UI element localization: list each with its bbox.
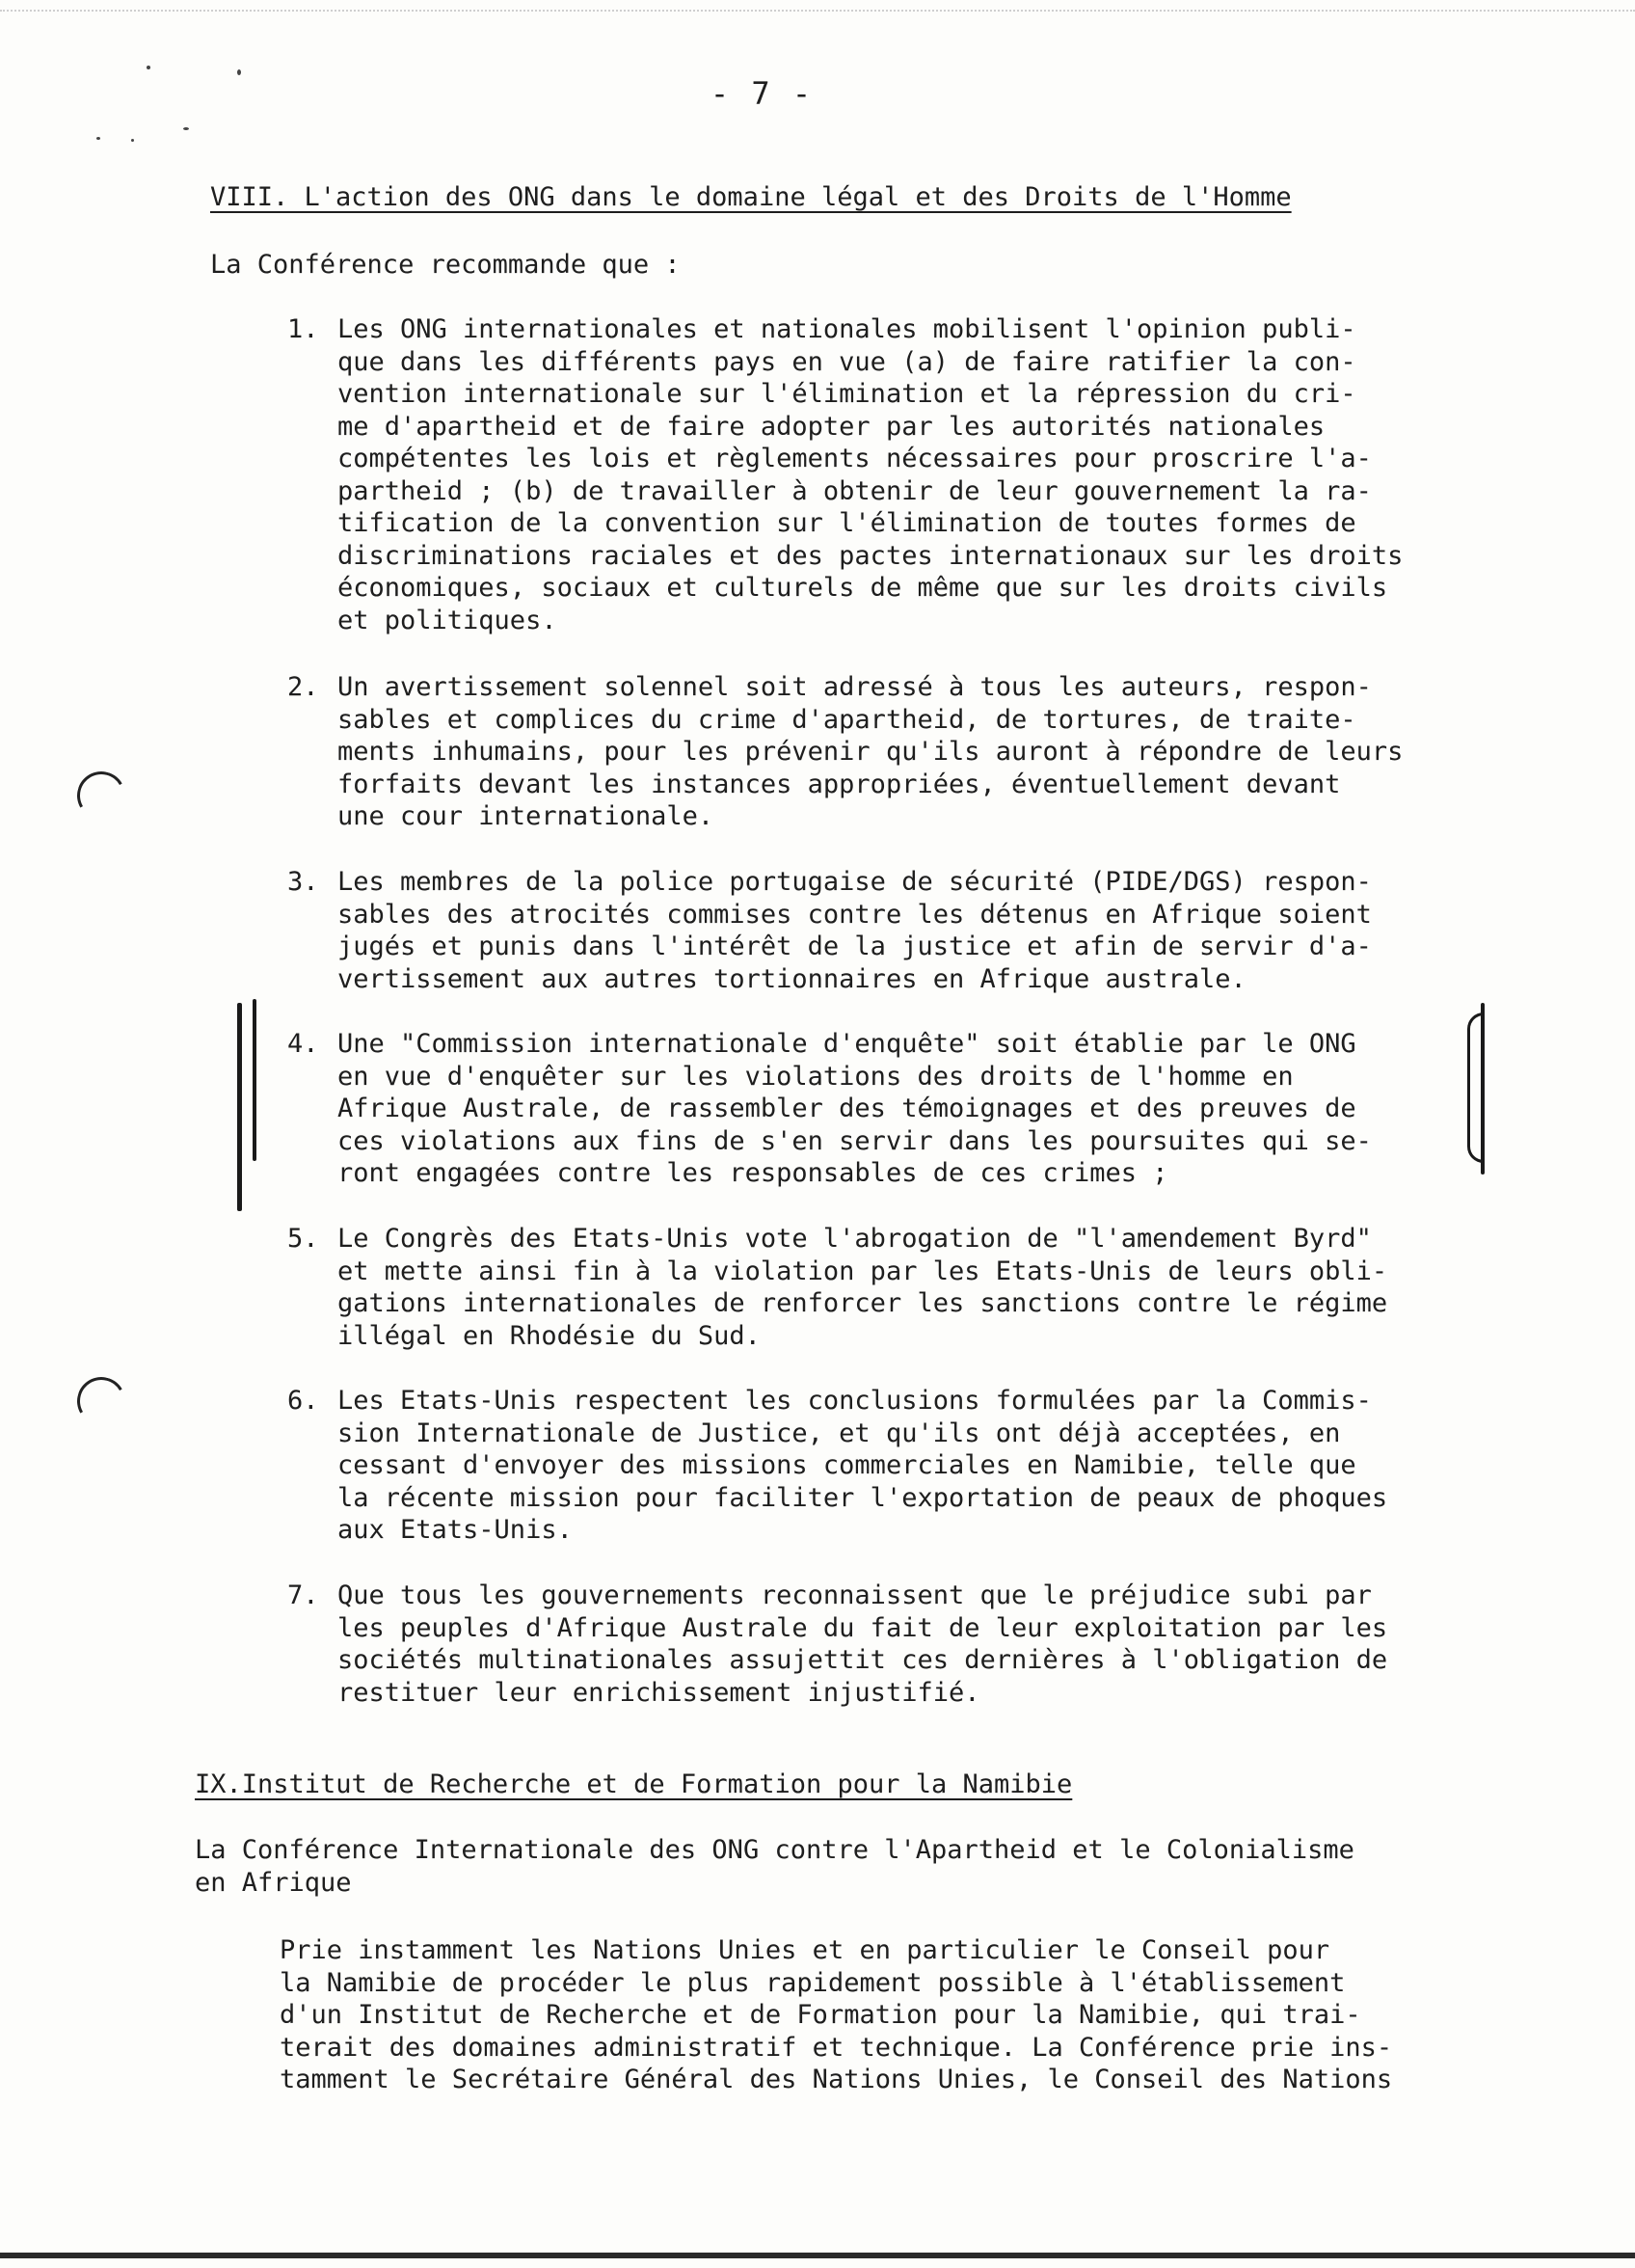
item-number: 3.	[287, 867, 319, 897]
section-8-heading: VIII. L'action des ONG dans le domaine légal et des Droits de l'Homme	[210, 182, 1292, 212]
item-text: Une "Commission internationale d'enquête" soit établie par le ONG en vue d'enquêter sur les violations des droits de l'homme en Afrique Australe, de rassembler des témoignages et des preuves de ces violations aux fins de s'en servir dans les poursuites qui se- ront engagées contre les responsables de ces crimes ;	[337, 1029, 1372, 1188]
recommendation-item	[287, 313, 1531, 636]
item-text: Les membres de la police portugaise de sécurité (PIDE/DGS) respon- sables des atrocités commises contre les détenus en Afrique soient jugés et punis dans l'intérêt de la justice et afin de servir d'a- vertissement aux autres tortionnaires en Afrique australe.	[337, 867, 1372, 994]
recommendation-item	[287, 1580, 1531, 1709]
section-8-intro: La Conférence recommande que :	[210, 250, 681, 280]
page-number: - 7 -	[710, 75, 814, 112]
bottom-scan-edge	[0, 2253, 1635, 2258]
recommendation-item	[287, 1028, 1531, 1190]
item-text: Les ONG internationales et nationales mobilisent l'opinion publi- que dans les différents pays en vue (a) de faire ratifier la con- vention internationale sur l'élimination et la répression du cri- me d'apartheid et de faire adopter par les autorités nationales compétentes les lois et règlements nécessaires pour proscrire l'a- partheid ; (b) de travailler à obtenir de leur gouvernement la ra- tification de la convention sur l'élimination de toutes formes de discriminations raciales et des pactes internationaux sur les droits économiques, sociaux et culturels de même que sur les droits civils et politiques.	[337, 314, 1404, 635]
recommendation-item	[287, 671, 1531, 833]
scan-speck	[147, 66, 150, 69]
top-scan-edge	[0, 10, 1635, 12]
punch-hole	[71, 766, 130, 824]
margin-mark-left-outer	[237, 1003, 242, 1211]
item-number: 4.	[287, 1029, 319, 1059]
recommendation-item	[287, 866, 1531, 995]
item-number: 6.	[287, 1386, 319, 1416]
section-9-intro: La Conférence Internationale des ONG contre l'Apartheid et le Colonialisme en Afrique	[195, 1835, 1354, 1898]
item-number: 7.	[287, 1580, 319, 1610]
item-text: Le Congrès des Etats-Unis vote l'abrogation de "l'amendement Byrd" et mette ainsi fin à la violation par les Etats-Unis de leurs obli- gations internationales de renforcer les sanctions contre le régime illégal en Rhodésie du Sud.	[337, 1224, 1388, 1351]
punch-hole	[71, 1371, 130, 1430]
item-text: Que tous les gouvernements reconnaissent que le préjudice subi par les peuples d'Afrique Australe du fait de leur exploitation par les sociétés multinationales assujettit ces dernières à l'obligation de restituer leur enrichissement injustifié.	[337, 1580, 1388, 1708]
item-text: Un avertissement solennel soit adressé à tous les auteurs, respon- sables et complices du crime d'apartheid, de tortures, de traite- ments inhumains, pour les prévenir qu'ils auront à répondre de leurs forfaits devant les instances appropriées, éventuellement devant une cour internationale.	[337, 672, 1404, 831]
section-9-heading: IX.Institut de Recherche et de Formation pour la Namibie	[195, 1769, 1073, 1799]
scan-speck	[131, 139, 134, 142]
scan-speck	[96, 137, 100, 140]
item-number: 1.	[287, 314, 319, 344]
section-9-body: Prie instamment les Nations Unies et en particulier le Conseil pour la Namibie de procéder le plus rapidement possible à l'établissement d'un Institut de Recherche et de Formation pour la Namibie, qui trai- terait des domaines administratif et technique. La Conférence prie ins- tamment le Secrétaire Général des Nations Unies, le Conseil des Nations	[280, 1935, 1393, 2094]
recommendation-item	[287, 1223, 1531, 1352]
margin-mark-left-inner	[253, 999, 256, 1161]
scan-speck	[237, 69, 241, 75]
item-number: 5.	[287, 1224, 319, 1254]
item-text: Les Etats-Unis respectent les conclusions formulées par la Commis- sion Internationale de Justice, et qu'ils ont déjà acceptées, en cessant d'envoyer des missions commerciales en Namibie, telle que la récente mission pour faciliter l'exportation de peaux de phoques aux Etats-Unis.	[337, 1386, 1388, 1545]
item-number: 2.	[287, 672, 319, 702]
margin-mark-right	[1481, 1003, 1485, 1174]
recommendation-item	[287, 1385, 1531, 1547]
scan-speck	[183, 127, 189, 130]
